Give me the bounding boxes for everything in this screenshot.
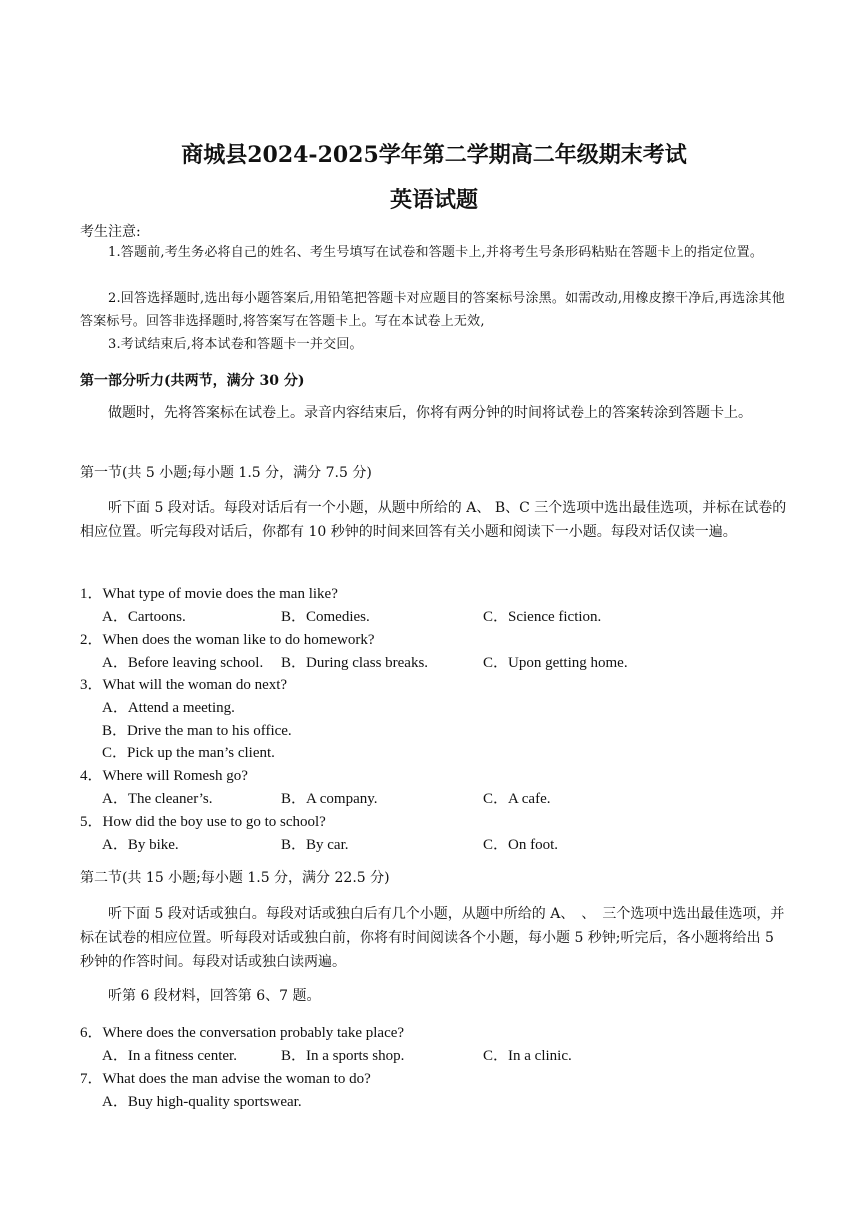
- question-number: 6．: [80, 1025, 103, 1041]
- section2-heading: 第二节(共 15 小题;每小题 1.5 分，满分 22.5 分): [80, 870, 390, 886]
- q3-option-c: C．Pick up the man’s client.: [102, 745, 275, 761]
- q3-option-a: A．Attend a meeting.: [102, 700, 235, 716]
- section2-instructions: 听下面 5 段对话或独白。每段对话或独白后有几个小题，从题中所给的 A、 、 三个选项中选出最佳选项，并标在试卷的相应位置。听每段对话或独白前，你将有时间阅读各个小题，每小题 5 秒钟;听完后，各小题将给出 5 秒钟的作答时间。每段对话或独白读两遍。: [80, 906, 785, 970]
- q4-option-b: B．A company.: [281, 791, 378, 807]
- question-number: 1．: [80, 586, 103, 602]
- material-6-heading: 听第 6 段材料，回答第 6、7 题。: [108, 988, 321, 1004]
- q7-option-a: A．Buy high-quality sportswear.: [102, 1094, 302, 1110]
- q5-option-c: C．On foot.: [483, 837, 559, 853]
- question-text: When does the woman like to do homework?: [102, 632, 375, 648]
- q2-option-a: A．Before leaving school.: [102, 655, 264, 671]
- question-number: 3．: [80, 677, 103, 693]
- notice-heading: 考生注意:: [80, 224, 141, 240]
- exam-title: 商城县2024-2025学年第二学期高二年级期末考试: [181, 142, 687, 168]
- question-text: Where will Romesh go?: [102, 768, 248, 784]
- notice-item-3: 3.考试结束后,将本试卷和答题卡一并交回。: [108, 337, 363, 352]
- q5-option-a: A．By bike.: [102, 837, 179, 853]
- notice-item-1: 1.答题前,考生务必将自己的姓名、考生号填写在试卷和答题卡上,并将考生号条形码粘贴在答题卡上的指定位置。: [108, 245, 764, 260]
- q6-option-a: A．In a fitness center.: [102, 1048, 237, 1064]
- q2-option-c: C．Upon getting home.: [483, 655, 628, 671]
- question-5: [80, 810, 326, 831]
- q3-option-b: B．Drive the man to his office.: [102, 723, 292, 739]
- q5-option-b: B．By car.: [281, 837, 349, 853]
- question-1: [80, 582, 338, 603]
- exam-subtitle: 英语试题: [389, 187, 478, 213]
- question-6: [80, 1021, 404, 1042]
- question-2: [80, 628, 375, 649]
- q2-option-b: B．During class breaks.: [281, 655, 429, 671]
- part1-intro: 做题时，先将答案标在试卷上。录音内容结束后，你将有两分钟的时间将试卷上的答案转涂到答题卡上。: [108, 405, 752, 421]
- question-4: [80, 764, 248, 785]
- question-text: What type of movie does the man like?: [102, 586, 338, 602]
- question-text: What will the woman do next?: [102, 677, 288, 693]
- section1-instructions: 听下面 5 段对话。每段对话后有一个小题，从题中所给的 A、 B、C 三个选项中选出最佳选项，并标在试卷的相应位置。听完每段对话后，你都有 10 秒钟的时间来回答有关小题和阅读下一小题。每段对话仅读一遍。: [80, 500, 787, 540]
- question-number: 4．: [80, 768, 103, 784]
- question-3: [80, 673, 287, 694]
- question-text: Where does the conversation probably take place?: [102, 1025, 405, 1041]
- question-text: How did the boy use to go to school?: [102, 814, 326, 830]
- question-number: 2．: [80, 632, 103, 648]
- q1-option-b: B．Comedies.: [281, 609, 370, 625]
- question-number: 7．: [80, 1071, 103, 1087]
- part1-heading: 第一部分听力(共两节，满分 30 分): [80, 373, 305, 389]
- question-text: What does the man advise the woman to do?: [102, 1071, 371, 1087]
- section1-heading: 第一节(共 5 小题;每小题 1.5 分，满分 7.5 分): [80, 465, 372, 481]
- q4-option-c: C．A cafe.: [483, 791, 551, 807]
- q6-option-c: C．In a clinic.: [483, 1048, 572, 1064]
- question-7: [80, 1067, 371, 1088]
- q4-option-a: A．The cleaner’s.: [102, 791, 213, 807]
- q6-option-b: B．In a sports shop.: [281, 1048, 405, 1064]
- q1-option-a: A．Cartoons.: [102, 609, 186, 625]
- q1-option-c: C．Science fiction.: [483, 609, 602, 625]
- notice-item-2: 2.回答选择题时,选出每小题答案后,用铅笔把答题卡对应题目的答案标号涂黑。如需改动,用橡皮擦干净后,再选涂其他答案标号。回答非选择题时,将答案写在答题卡上。写在本试卷上无效,: [80, 291, 785, 329]
- question-number: 5．: [80, 814, 103, 830]
